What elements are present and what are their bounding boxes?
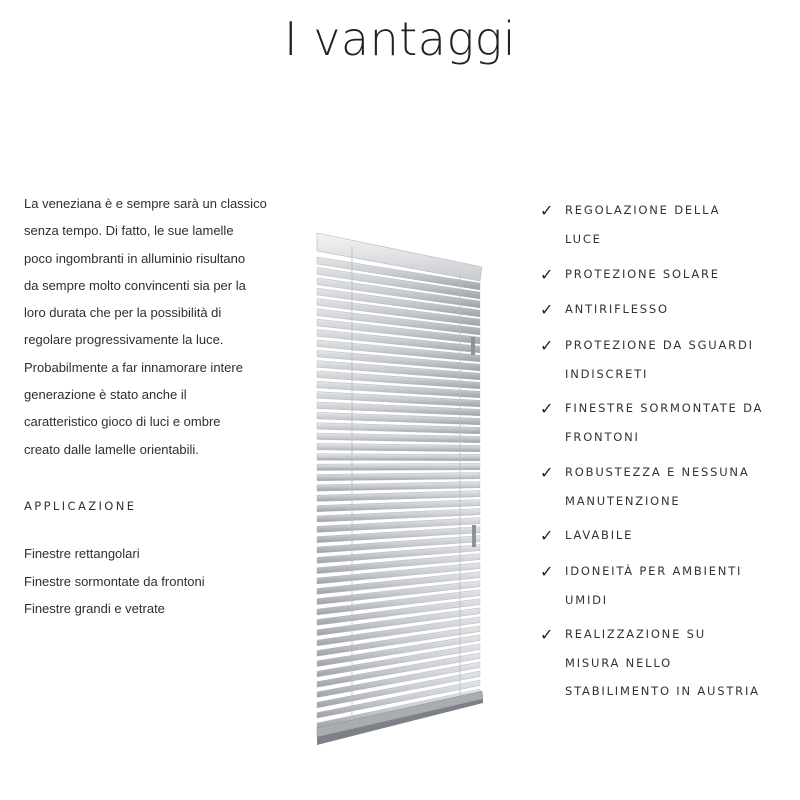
- intro-line: regolare progressivamente la luce.: [24, 332, 224, 348]
- benefit-label: [565, 557, 742, 614]
- checkmark-icon: ✓: [540, 300, 554, 319]
- benefit-label: [565, 394, 763, 451]
- benefit-label-line: LUCE: [565, 231, 602, 246]
- benefit-label-line: FRONTONI: [565, 429, 640, 444]
- benefit-label-line: REGOLAZIONE DELLA: [565, 203, 721, 217]
- benefit-label-line: MISURA NELLO: [565, 655, 673, 670]
- checkmark-icon: ✓: [540, 463, 554, 482]
- benefit-label: [565, 458, 750, 515]
- intro-line: caratteristico gioco di luci e ombre: [24, 414, 221, 430]
- blind-slat: [317, 423, 480, 434]
- benefit-label-line: IDONEITÀ PER AMBIENTI: [565, 564, 743, 578]
- page-title: I vantaggi: [284, 12, 516, 66]
- blind-slat: [317, 454, 480, 461]
- blind-slat: [317, 463, 480, 470]
- checkmark-icon: ✓: [540, 625, 554, 644]
- intro-line: Probabilmente a far innamorare intere: [24, 359, 243, 375]
- benefit-label: [565, 260, 720, 289]
- blind-slat: [317, 491, 480, 502]
- checkmark-icon: ✓: [540, 265, 554, 284]
- benefit-label-line: PROTEZIONE DA SGUARDI: [565, 338, 754, 352]
- benefit-label: [565, 331, 754, 388]
- benefit-label-line: INDISCRETI: [565, 366, 649, 381]
- blind-slat: [317, 433, 480, 443]
- intro-paragraph: [24, 190, 267, 463]
- intro-line: creato dalle lamelle orientabili.: [24, 441, 199, 457]
- benefit-label-line: REALIZZAZIONE SU: [565, 627, 706, 641]
- intro-line: poco ingombranti in alluminio risultano: [24, 250, 246, 266]
- benefit-label: [565, 196, 720, 253]
- checkmark-icon: ✓: [540, 336, 554, 355]
- application-item: Finestre rettangolari: [24, 546, 140, 561]
- benefit-label-line: FINESTRE SORMONTATE DA: [565, 401, 764, 415]
- benefit-label: [565, 620, 760, 706]
- blind-slats: [317, 257, 480, 729]
- benefit-label-line: PROTEZIONE SOLARE: [565, 267, 720, 281]
- blind-slat: [317, 481, 480, 491]
- intro-line: da sempre molto convincenti sia per la: [24, 277, 246, 293]
- applications-heading: APPLICAZIONE: [24, 499, 137, 513]
- blind-wand-bottom: [472, 525, 476, 547]
- intro-line: loro durata che per la possibilità di: [24, 305, 222, 321]
- checkmark-icon: ✓: [540, 562, 554, 581]
- checkmark-icon: ✓: [540, 201, 554, 220]
- intro-line: senza tempo. Di fatto, le sue lamelle: [24, 223, 234, 239]
- benefits-list: [540, 0, 790, 800]
- venetian-blind-image: [300, 225, 500, 755]
- blind-slat: [317, 472, 480, 480]
- benefit-label-line: UMIDI: [565, 592, 608, 607]
- benefit-label-line: STABILIMENTO IN AUSTRIA: [565, 684, 760, 698]
- checkmark-icon: ✓: [540, 526, 554, 545]
- benefit-label-line: MANUTENZIONE: [565, 493, 681, 508]
- blind-slat: [317, 443, 480, 451]
- benefit-label-line: ROBUSTEZZA E NESSUNA: [565, 465, 750, 479]
- application-item: Finestre grandi e vetrate: [24, 601, 165, 616]
- benefit-label: [565, 521, 633, 550]
- applications-list: [24, 540, 205, 623]
- blind-wand-top: [471, 337, 475, 355]
- application-item: Finestre sormontate da frontoni: [24, 573, 205, 589]
- benefit-label-line: ANTIRIFLESSO: [565, 302, 669, 316]
- benefit-label: [565, 295, 669, 324]
- intro-line: generazione è stato anche il: [24, 387, 187, 403]
- checkmark-icon: ✓: [540, 399, 554, 418]
- benefit-label-line: LAVABILE: [565, 528, 634, 542]
- intro-line: La veneziana è e sempre sarà un classico: [24, 196, 267, 211]
